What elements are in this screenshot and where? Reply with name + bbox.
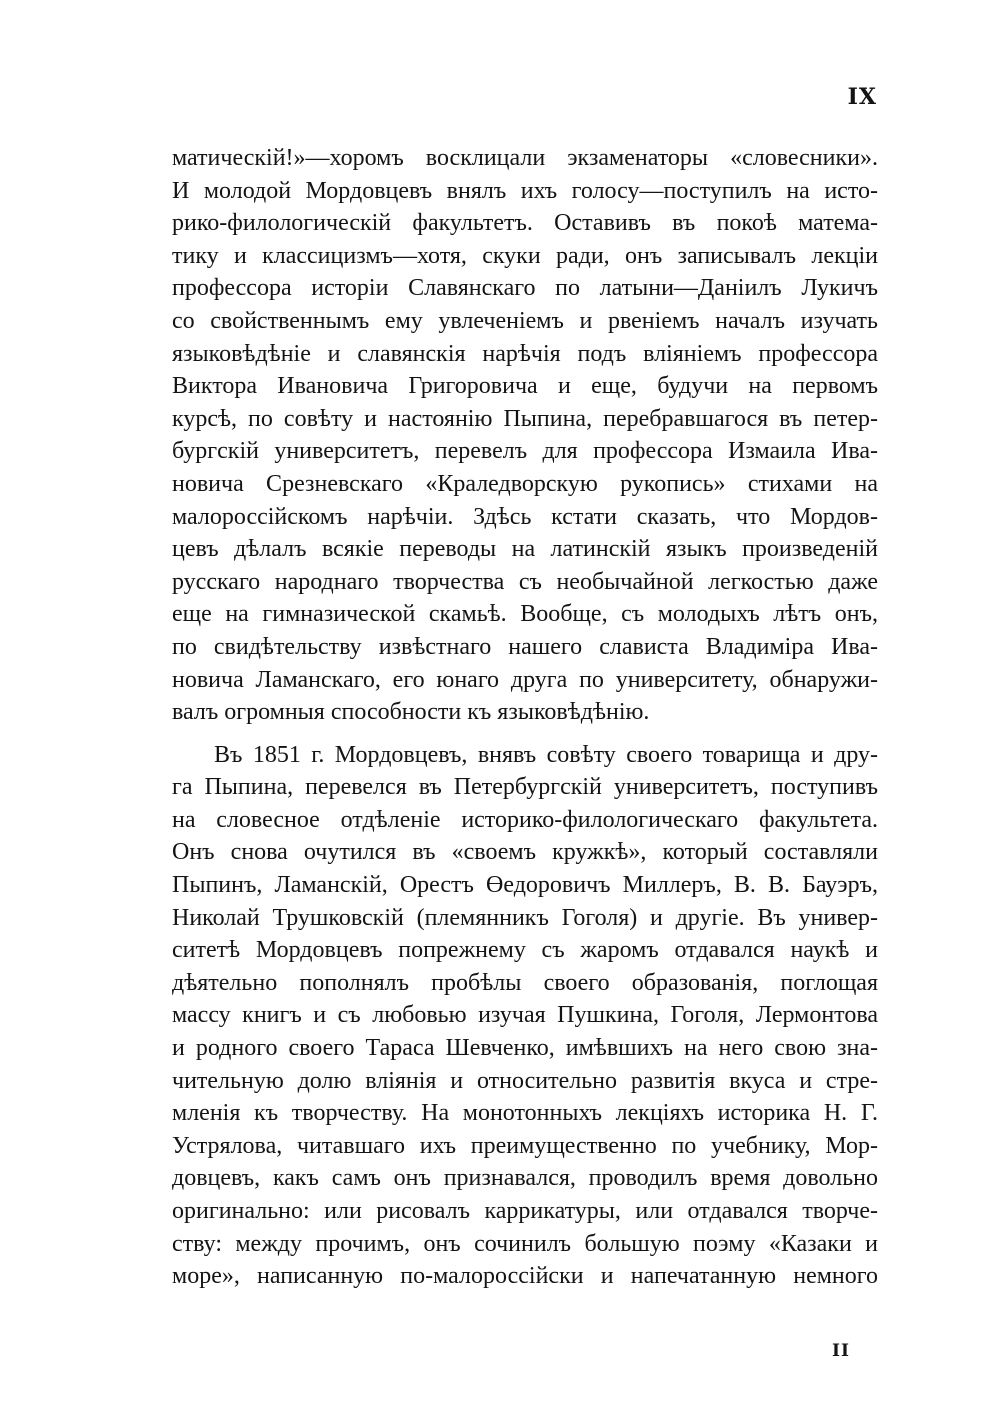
body-text	[172, 142, 878, 1293]
signature-mark: II	[832, 1341, 850, 1361]
text-line: курсѣ, по совѣту и настоянію Пыпина, перебравшагося въ петер-	[172, 405, 878, 432]
text-line: еще на гимназической скамьѣ. Вообще, съ молодыхъ лѣтъ онъ,	[172, 601, 878, 628]
text-line: языковѣдѣніе и славянскія нарѣчія подъ вліяніемъ профессора	[172, 340, 878, 367]
text-line: тику и классицизмъ—хотя, скуки ради, онъ записывалъ лекціи	[172, 242, 878, 269]
text-line: Въ 1851 г. Мордовцевъ, внявъ совѣту своего товарища и дру-	[214, 741, 878, 768]
text-line: Онъ снова очутился въ «своемъ кружкѣ», который составляли	[172, 839, 878, 866]
text-line: новича Ламанскаго, его юнаго друга по университету, обнаружи-	[172, 666, 878, 693]
text-line: со свойственнымъ ему увлеченіемъ и рвеніемъ началъ изучать	[172, 307, 878, 334]
text-line: по свидѣтельству извѣстнаго нашего слависта Владиміра Ива-	[172, 633, 878, 660]
text-line: валъ огромныя способности къ языковѣдѣнію.	[172, 699, 650, 726]
text-line: мленія къ творчеству. На монотонныхъ лекціяхъ историка Н. Г.	[172, 1100, 878, 1127]
text-line: матическій!»—хоромъ восклицали экзаменаторы «словесники».	[172, 145, 878, 171]
text-line: ситетѣ Мордовцевъ попрежнему съ жаромъ отдавался наукѣ и	[172, 937, 878, 964]
text-line: рико-филологическій факультетъ. Оставивъ въ покоѣ матема-	[172, 210, 878, 237]
text-line: ству: между прочимъ, онъ сочинилъ большую поэму «Казаки и	[172, 1230, 878, 1257]
text-line: оригинально: или рисовалъ каррикатуры, или отдавался творче-	[172, 1198, 878, 1224]
text-line: цевъ дѣлалъ всякіе переводы на латинскій языкъ произведеній	[172, 536, 878, 563]
text-line: дѣятельно пополнялъ пробѣлы своего образованія, поглощая	[172, 969, 878, 996]
page-number: IX	[847, 84, 877, 110]
text-line: и родного своего Тараса Шевченко, имѣвшихъ на него свою зна-	[172, 1035, 878, 1062]
text-line: га Пыпина, перевелся въ Петербургскій университетъ, поступивъ	[172, 774, 878, 801]
text-line: на словесное отдѣленіе историко-филологическаго факультета.	[172, 806, 878, 833]
text-line: массу книгъ и съ любовью изучая Пушкина, Гоголя, Лермонтова	[172, 1002, 878, 1029]
text-line: море», написанную по-малороссійски и напечатанную немного	[172, 1263, 878, 1290]
text-line: И молодой Мордовцевъ внялъ ихъ голосу—поступилъ на исто-	[172, 177, 878, 204]
text-line: новича Срезневскаго «Краледворскую рукопись» стихами на	[172, 470, 878, 497]
text-line: довцевъ, какъ самъ онъ признавался, проводилъ время довольно	[172, 1165, 878, 1192]
text-line: малороссійскомъ нарѣчіи. Здѣсь кстати сказать, что Мордов-	[172, 503, 878, 530]
paragraph-1	[172, 142, 878, 729]
text-line: Виктора Ивановича Григоровича и еще, будучи на первомъ	[172, 373, 878, 400]
text-line: чительную долю вліянія и относительно развитія вкуса и стре-	[172, 1067, 878, 1094]
text-line: Пыпинъ, Ламанскій, Орестъ Өедоровичъ Миллеръ, В. В. Бауэръ,	[172, 872, 878, 899]
text-line: Николай Трушковскій (племянникъ Гоголя) и другіе. Въ универ-	[172, 904, 878, 931]
text-line: профессора исторіи Славянскаго по латыни—Даніилъ Лукичъ	[172, 275, 878, 302]
text-line: русскаго народнаго творчества съ необычайной легкостью даже	[172, 568, 878, 595]
text-line: бургскій университетъ, перевелъ для профессора Измаила Ива-	[172, 438, 878, 465]
paragraph-2	[172, 739, 878, 1293]
paragraph-gap	[172, 729, 878, 739]
text-line: Устрялова, читавшаго ихъ преимущественно по учебнику, Мор-	[172, 1132, 878, 1159]
